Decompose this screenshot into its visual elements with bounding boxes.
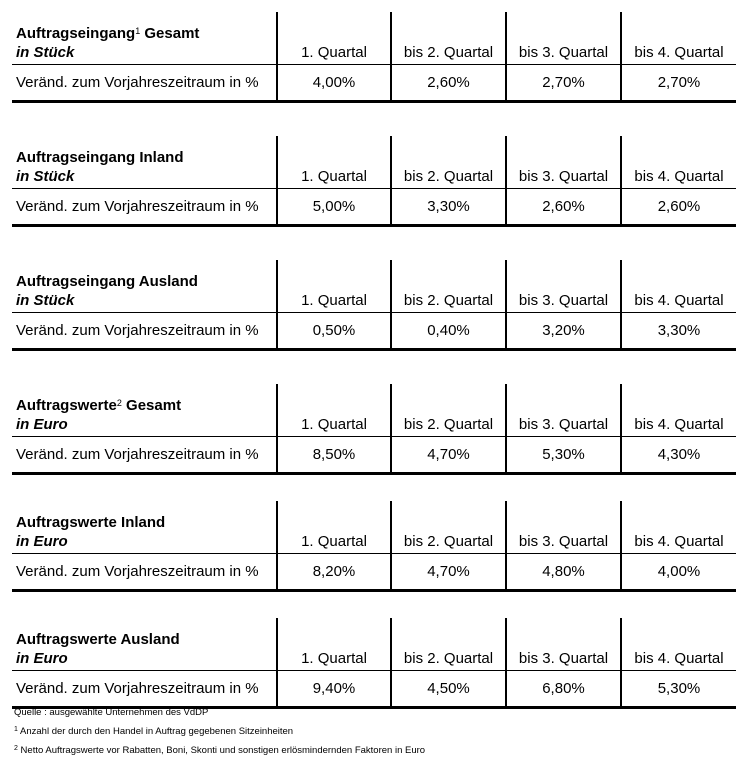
table-value-row (12, 671, 736, 708)
value-cell: 5,30% (506, 437, 621, 474)
quarter-header: bis 3. Quartal (506, 384, 621, 437)
row-label: Veränd. zum Vorjahreszeitraum in % (12, 65, 277, 102)
footnotes (14, 703, 425, 760)
row-label: Veränd. zum Vorjahreszeitraum in % (12, 313, 277, 350)
table-auftragseingang-ausland (12, 260, 736, 351)
table-unit: in Euro (16, 533, 68, 550)
value-cell: 6,80% (506, 671, 621, 708)
value-cell: 8,20% (277, 554, 391, 591)
value-cell: 2,70% (506, 65, 621, 102)
table-value-row (12, 554, 736, 591)
table-unit: in Euro (16, 416, 68, 433)
quarter-header: bis 4. Quartal (621, 501, 736, 554)
value-cell: 2,70% (621, 65, 736, 102)
quarter-header: bis 2. Quartal (391, 260, 506, 313)
quarter-header: 1. Quartal (277, 12, 391, 65)
row-label: Veränd. zum Vorjahreszeitraum in % (12, 189, 277, 226)
value-cell: 4,50% (391, 671, 506, 708)
value-cell: 4,00% (277, 65, 391, 102)
footnote-1 (14, 722, 425, 741)
quarter-header: bis 3. Quartal (506, 618, 621, 671)
table-header-row (12, 12, 736, 65)
source-note: Quelle : ausgewählte Unternehmen des VdDP (14, 707, 209, 718)
quarter-header: bis 4. Quartal (621, 384, 736, 437)
quarter-header: 1. Quartal (277, 136, 391, 189)
quarter-header: 1. Quartal (277, 384, 391, 437)
quarter-header: 1. Quartal (277, 260, 391, 313)
footnote-ref: 2 (116, 398, 122, 408)
value-cell: 2,60% (391, 65, 506, 102)
value-cell: 5,00% (277, 189, 391, 226)
quarter-header: bis 4. Quartal (621, 136, 736, 189)
row-label: Veränd. zum Vorjahreszeitraum in % (12, 671, 277, 708)
quarter-header: bis 3. Quartal (506, 501, 621, 554)
value-cell: 0,50% (277, 313, 391, 350)
footnote-2 (14, 741, 425, 760)
value-cell: 2,60% (506, 189, 621, 226)
table-title-cell (12, 618, 277, 671)
value-cell: 2,60% (621, 189, 736, 226)
table-title: Auftragseingang Ausland (16, 273, 198, 290)
table-value-row (12, 189, 736, 226)
table-auftragswerte-ausland (12, 618, 736, 709)
quarter-header: bis 2. Quartal (391, 501, 506, 554)
value-cell: 8,50% (277, 437, 391, 474)
footnote-1-text: Anzahl der durch den Handel in Auftrag gegebenen Sitzeinheiten (20, 726, 294, 737)
footnote-2-text: Netto Auftragswerte vor Rabatten, Boni, Skonti und sonstigen erlösmindernden Faktoren in Euro (20, 745, 426, 756)
value-cell: 4,70% (391, 437, 506, 474)
footnote-ref: 1 (135, 26, 141, 36)
table-value-row (12, 437, 736, 474)
table-auftragswerte-gesamt (12, 384, 736, 475)
table-header-row (12, 384, 736, 437)
table-unit: in Euro (16, 650, 68, 667)
value-cell: 5,30% (621, 671, 736, 708)
table-title-cell (12, 136, 277, 189)
quarter-header: bis 3. Quartal (506, 12, 621, 65)
quarter-header: 1. Quartal (277, 501, 391, 554)
table-header-row (12, 260, 736, 313)
quarter-header: bis 4. Quartal (621, 260, 736, 313)
table-title: Auftragswerte Inland (16, 514, 166, 531)
quarter-header: bis 3. Quartal (506, 136, 621, 189)
table-auftragseingang-gesamt (12, 12, 736, 103)
table-title-cell (12, 384, 277, 437)
table-title: Auftragseingang Inland (16, 149, 184, 166)
value-cell: 4,70% (391, 554, 506, 591)
footnote-2-ref: 2 (14, 745, 18, 752)
row-label: Veränd. zum Vorjahreszeitraum in % (12, 554, 277, 591)
footnote-1-ref: 1 (14, 726, 18, 733)
quarter-header: bis 2. Quartal (391, 136, 506, 189)
table-header-row (12, 501, 736, 554)
table-title-cell (12, 501, 277, 554)
value-cell: 3,20% (506, 313, 621, 350)
table-value-row (12, 65, 736, 102)
value-cell: 3,30% (391, 189, 506, 226)
table-header-row (12, 136, 736, 189)
quarter-header: 1. Quartal (277, 618, 391, 671)
quarter-header: bis 2. Quartal (391, 384, 506, 437)
table-unit: in Stück (16, 292, 75, 309)
quarter-header: bis 4. Quartal (621, 618, 736, 671)
table-title-cell (12, 260, 277, 313)
value-cell: 3,30% (621, 313, 736, 350)
quarter-header: bis 2. Quartal (391, 12, 506, 65)
table-header-row (12, 618, 736, 671)
table-title-cell (12, 12, 277, 65)
value-cell: 4,00% (621, 554, 736, 591)
table-value-row (12, 313, 736, 350)
table-title: Auftragswerte Ausland (16, 631, 180, 648)
row-label: Veränd. zum Vorjahreszeitraum in % (12, 437, 277, 474)
table-title: Auftragswerte$^2$ Gesamt (16, 397, 182, 414)
quarter-header: bis 3. Quartal (506, 260, 621, 313)
table-auftragseingang-inland (12, 136, 736, 227)
quarter-header: bis 2. Quartal (391, 618, 506, 671)
value-cell: 4,30% (621, 437, 736, 474)
table-unit: in Stück (16, 168, 75, 185)
quarter-header: bis 4. Quartal (621, 12, 736, 65)
table-title: Auftragseingang$^1$ Gesamt (16, 25, 200, 42)
table-auftragswerte-inland (12, 501, 736, 592)
value-cell: 0,40% (391, 313, 506, 350)
value-cell: 9,40% (277, 671, 391, 708)
value-cell: 4,80% (506, 554, 621, 591)
table-unit: in Stück (16, 44, 75, 61)
